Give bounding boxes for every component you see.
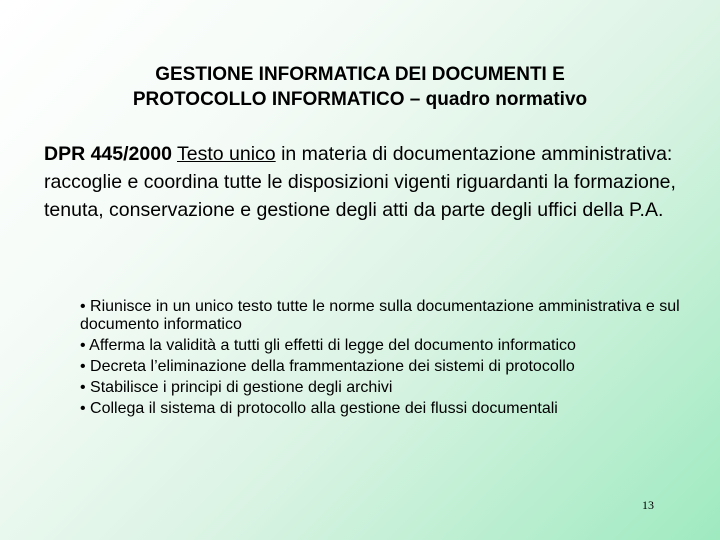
bullet-list (80, 298, 690, 421)
intro-text: in materia di documentazione amministrativa: raccoglie e coordina tutte le disposizioni vigenti riguardanti la formazione, tenuta, conservazione e gestione degli atti da parte degli uffici della P.A. (44, 143, 676, 221)
slide-title-line-2: PROTOCOLLO INFORMATICO – quadro normativo (132, 89, 588, 110)
slide-title (40, 62, 680, 112)
bullet-item: • Stabilisce i principi di gestione degli archivi (80, 379, 393, 396)
bullet-item: • Decreta l’eliminazione della frammentazione dei sistemi di protocollo (80, 358, 575, 375)
page-number: 13 (642, 498, 654, 512)
intro-paragraph (44, 140, 684, 224)
bullet-item: • Riunisce in un unico testo tutte le norme sulla documentazione amministrativa e sul documento informatico (80, 298, 680, 333)
intro-lead: DPR 445/2000 (44, 143, 172, 165)
bullet-item: • Afferma la validità a tutti gli effetti di legge del documento informatico (80, 337, 576, 354)
intro-underlined-term: Testo unico (177, 143, 276, 165)
bullet-item: • Collega il sistema di protocollo alla gestione dei flussi documentali (80, 400, 558, 417)
slide-title-line-1: GESTIONE INFORMATICA DEI DOCUMENTI E (155, 64, 565, 85)
